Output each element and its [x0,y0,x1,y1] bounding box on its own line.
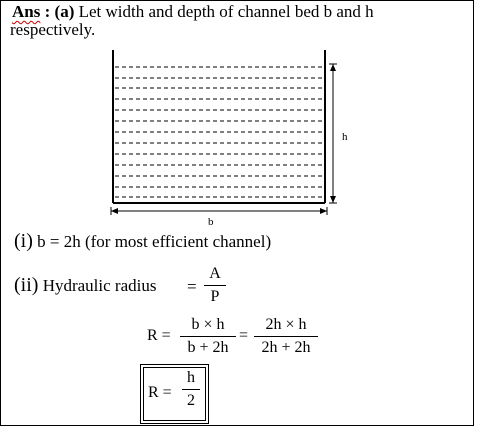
depth-label: h [342,131,348,143]
fraction-numerator: h [187,369,195,386]
part-i-label: (i) [14,230,33,252]
part-label: (a) [54,2,75,21]
ans-label: Ans [12,2,41,21]
water-lines [115,67,323,197]
width-label: b [208,216,214,228]
part-ii-line [14,274,156,297]
depth-dimension-arrow [329,64,337,203]
ans-colon: : [44,2,51,21]
fraction-bar [182,389,200,390]
fraction-bar [204,285,226,286]
fraction-bar [254,336,318,337]
derivation-fraction-1 [180,315,236,358]
part-i-line [14,230,271,253]
fraction-denominator: P [210,288,220,305]
part-i-text: b = 2h (for most efficient channel) [37,232,272,251]
width-dimension-arrow [111,207,327,215]
intro-text-continued: respectively. [10,20,96,39]
fraction-numerator: A [209,265,221,282]
result-fraction [182,368,200,411]
derivation-equals: = [239,327,249,344]
result-lhs: R = [148,384,172,401]
fraction-denominator: 2h + 2h [261,339,311,356]
part-ii-label: (ii) [14,274,39,296]
derivation-fraction-2 [254,315,318,358]
intro-text: Let width and depth of channel bed b and h [78,2,374,21]
fraction-bar [180,336,236,337]
derivation-lhs: R = [147,327,171,344]
fraction-numerator: 2h × h [265,316,307,333]
fraction-denominator: 2 [187,392,195,409]
part-ii-text: Hydraulic radius [42,276,157,295]
fraction-denominator: b + 2h [187,339,229,356]
part-ii-equals: = [187,277,197,296]
hydraulic-radius-fraction [204,264,226,307]
fraction-numerator: b × h [191,316,225,333]
